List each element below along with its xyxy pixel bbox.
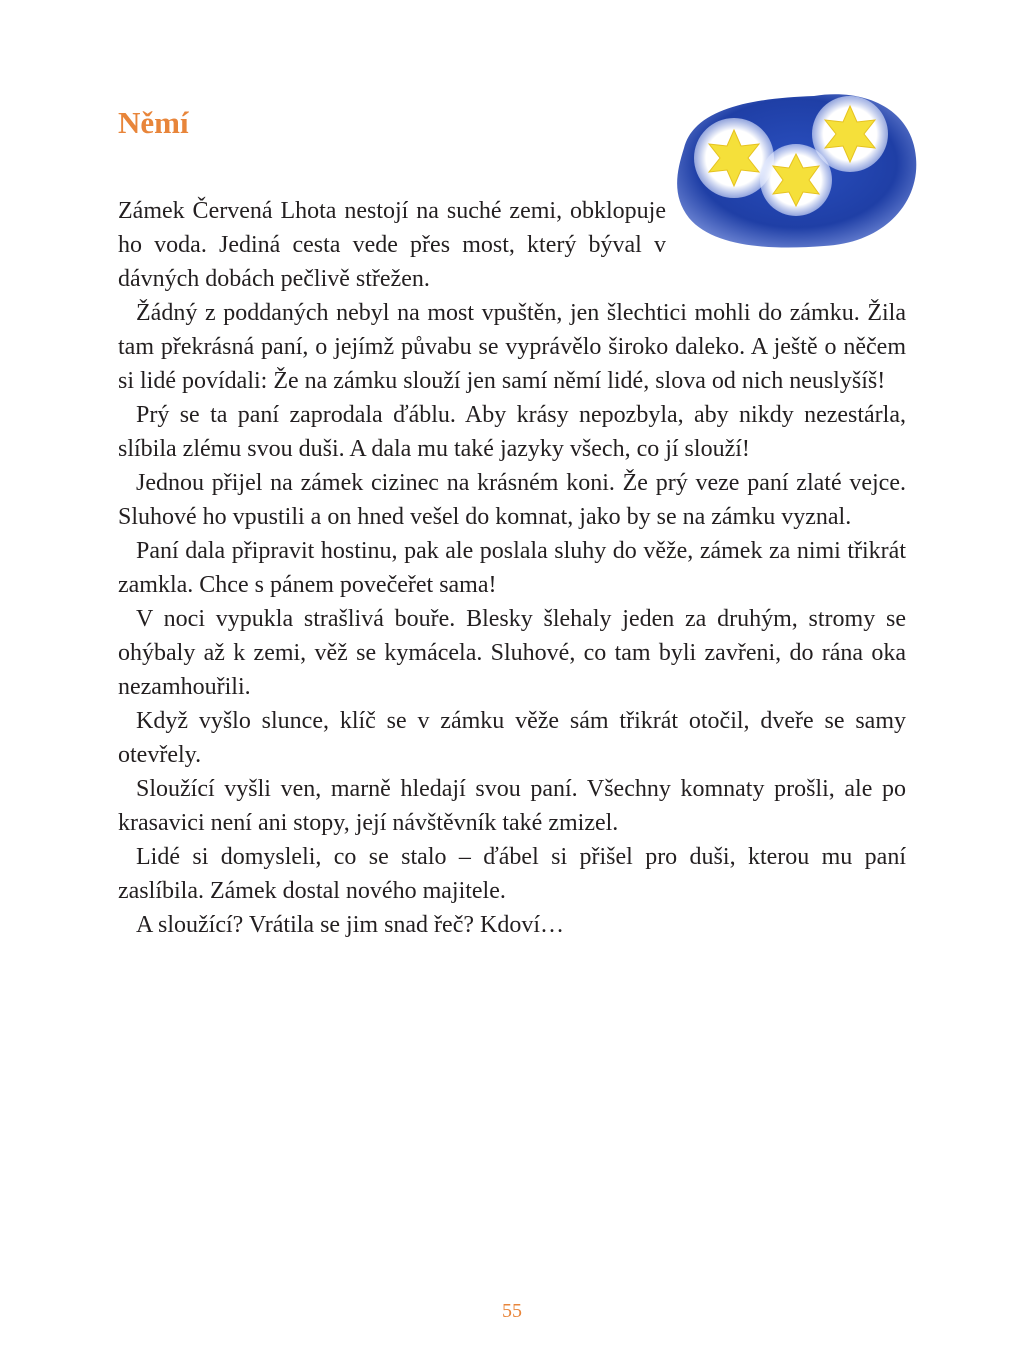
story-paragraph: A sloužící? Vrátila se jim snad řeč? Kdoví… <box>136 912 565 938</box>
story-paragraph: Žádný z poddaných nebyl na most vpuštěn, jen šlechtici mohli do zámku. Žila tam překrásná paní, o jejímž půvabu se vyprávělo široko daleko. A ještě o něčem si lidé povídali: Že na zámku slouží jen samí němí lidé, slova od nich neuslyšíš! <box>118 300 906 394</box>
story-paragraph: Prý se ta paní zaprodala ďáblu. Aby krásy nepozbyla, aby nikdy nezestárla, slíbila zlému svou duši. A dala mu také jazyky všech, co jí slouží! <box>118 402 906 462</box>
story-paragraph: Zámek Červená Lhota nestojí na suché zemi, obklopuje ho voda. Jediná cesta vede přes most, který býval v dávných dobách pečlivě střežen. <box>118 198 666 292</box>
page-number: 55 <box>502 1300 522 1322</box>
story-paragraph: Sloužící vyšli ven, marně hledají svou paní. Všechny komnaty prošli, ale po krasavici není ani stopy, její návštěvník také zmizel. <box>118 776 906 836</box>
story-paragraph: Když vyšlo slunce, klíč se v zámku věže sám třikrát otočil, dveře se samy otevřely. <box>118 708 906 768</box>
story-paragraph: V noci vypukla strašlivá bouře. Blesky šlehaly jeden za druhým, stromy se ohýbaly až k zemi, věž se kymácela. Sluhové, co tam byli zavřeni, do rána oka nezamhouřili. <box>118 606 906 700</box>
story-paragraph: Jednou přijel na zámek cizinec na krásném koni. Že prý veze paní zlaté vejce. Sluhové ho vpustili a on hned vešel do komnat, jako by se na zámku vyznal. <box>118 470 906 530</box>
chapter-title: Němí <box>118 105 189 140</box>
story-paragraph: Lidé si domysleli, co se stalo – ďábel si přišel pro duši, kterou mu paní zaslíbila. Zámek dostal nového majitele. <box>118 844 906 904</box>
story-paragraph: Paní dala připravit hostinu, pak ale poslala sluhy do věže, zámek za nimi třikrát zamkla. Chce s pánem povečeřet sama! <box>118 538 906 598</box>
story-text <box>118 194 906 942</box>
